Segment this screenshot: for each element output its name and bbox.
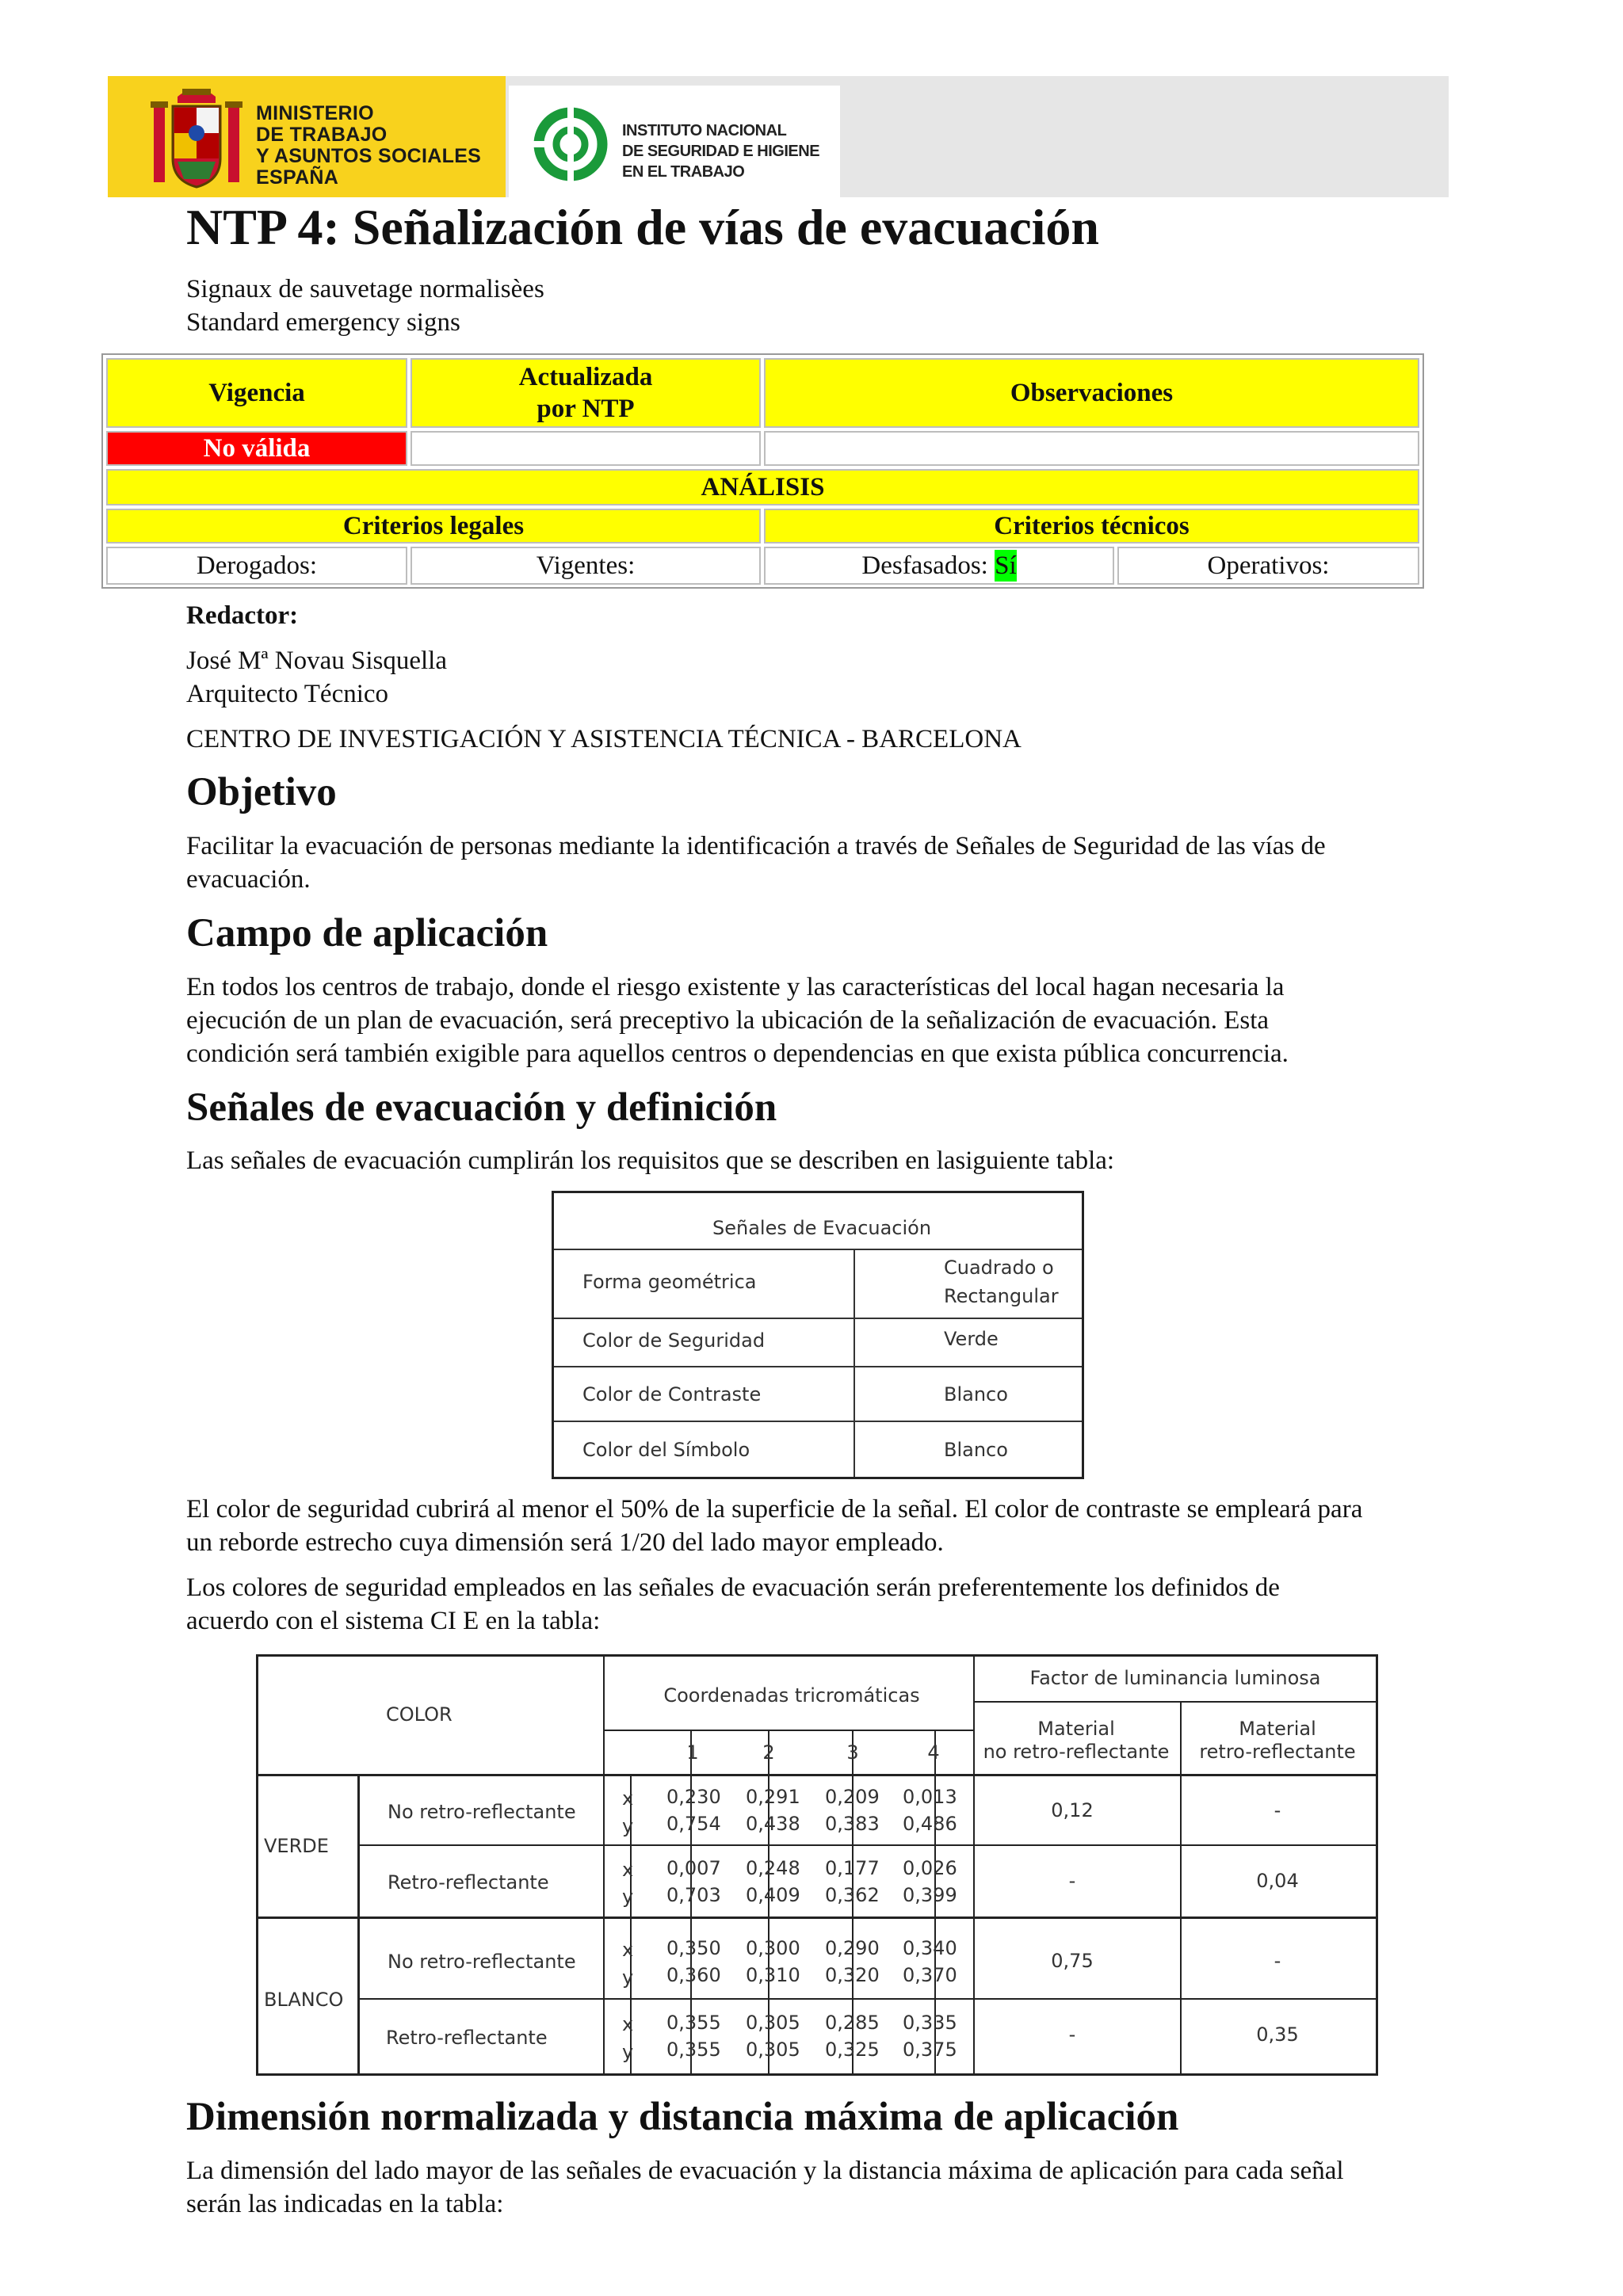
table-cell: 0,355 [666, 2012, 721, 2034]
coords-header: Coordenadas tricromáticas [663, 1684, 920, 1707]
table-cell: 0,409 [746, 1884, 800, 1906]
y-label: y [622, 1886, 634, 1908]
table-cell: 0,248 [746, 1857, 800, 1879]
luminance-header: Factor de luminancia luminosa [1029, 1667, 1321, 1689]
dimension-text: La dimensión del lado mayor de las señales de evacuación y la distancia máxima de aplicación para cada señal [186, 2157, 1344, 2185]
table-divider [554, 1249, 1082, 1250]
senales-text: El color de seguridad cubrirá al menor el 50% de la superficie de la señal. El color de contraste se empleará para [186, 1495, 1363, 1524]
table-cell: 0,486 [903, 1813, 957, 1835]
table-divider [1180, 1701, 1182, 2076]
x-label: x [622, 1787, 634, 1810]
table-divider [854, 1249, 855, 1477]
table-divider [357, 1774, 360, 2076]
table-cell: 0,291 [746, 1786, 800, 1808]
table-cell: 0,12 [1051, 1799, 1094, 1821]
y-label: y [622, 1815, 634, 1837]
table-cell: 0,325 [825, 2039, 880, 2061]
table-divider [554, 1318, 1082, 1319]
ministry-line: ESPAÑA [256, 166, 339, 189]
section-heading-campo: Campo de aplicación [186, 911, 548, 955]
subtitle-english: Standard emergency signs [186, 308, 460, 337]
row-type: Retro-reflectante [386, 2027, 548, 2049]
redactor-name: José Mª Novau Sisquella [186, 646, 448, 675]
x-label: x [622, 2013, 634, 2035]
table-cell: 0,375 [903, 2039, 957, 2061]
cie-colors-table [256, 1654, 1378, 2076]
material-retro-header: retro-reflectante [1199, 1741, 1356, 1763]
table-cell: Cuadrado o [944, 1257, 1054, 1279]
coat-of-arms-icon [146, 82, 247, 192]
ministry-line: Y ASUNTOS SOCIALES [256, 145, 482, 167]
table-cell: 0,320 [825, 1964, 880, 1986]
table-cell: 0,209 [825, 1786, 880, 1808]
table-cell: 0,285 [825, 2012, 880, 2034]
table-cell: 0,300 [746, 1937, 800, 1959]
subtitle-french: Signaux de sauvetage normalisèes [186, 275, 544, 303]
table-cell: 0,399 [903, 1884, 957, 1906]
table-divider [554, 1421, 1082, 1422]
table-cell: 0,305 [746, 2039, 800, 2061]
table-cell: Blanco [944, 1439, 1008, 1461]
table-divider [256, 1774, 1378, 1776]
table-divider [973, 1701, 1378, 1703]
table-cell: Rectangular [944, 1285, 1059, 1307]
table-divider [554, 1366, 1082, 1367]
table-cell: 0,75 [1051, 1950, 1094, 1972]
senales-intro: Las señales de evacuación cumplirán los requisitos que se describen en lasiguiente tabla: [186, 1146, 1115, 1175]
col-number: 1 [686, 1741, 699, 1764]
table-cell: - [1274, 1799, 1281, 1821]
row-type: Retro-reflectante [388, 1871, 549, 1894]
table-cell: - [1068, 2023, 1076, 2046]
col-number: 3 [846, 1741, 859, 1764]
vigencia-header: Vigencia [106, 358, 407, 428]
desfasados-label: Desfasados: [861, 551, 988, 580]
senales-text: Los colores de seguridad empleados en las señales de evacuación serán preferentemente los definidos de [186, 1573, 1280, 1602]
table-cell: - [1068, 1870, 1076, 1892]
table-cell: - [1274, 1950, 1281, 1972]
table-divider [357, 1998, 1378, 2000]
desfasados-cell [764, 547, 1114, 585]
table-cell: 0,177 [825, 1857, 880, 1879]
actualizada-header [411, 358, 761, 428]
section-heading-dimension: Dimensión normalizada y distancia máxima de aplicación [186, 2095, 1179, 2139]
table-cell: 0,754 [666, 1813, 721, 1835]
senales-text: acuerdo con el sistema CI E en la tabla: [186, 1607, 601, 1635]
section-heading-senales: Señales de evacuación y definición [186, 1085, 777, 1130]
table-divider [603, 1654, 605, 2076]
institute-name [622, 120, 819, 182]
table-cell: 0,026 [903, 1857, 957, 1879]
table-cell: 0,340 [903, 1937, 957, 1959]
table-divider [603, 1730, 973, 1731]
table-cell: 0,355 [666, 2039, 721, 2061]
group-label-blanco: BLANCO [264, 1989, 344, 2011]
table-cell: 0,360 [666, 1964, 721, 1986]
analisis-header: ANÁLISIS [106, 469, 1419, 505]
ministry-logo [108, 76, 506, 197]
institute-line: DE SEGURIDAD E HIGIENE [622, 143, 820, 160]
institute-emblem-icon [533, 106, 609, 182]
table-cell: Color de Contraste [582, 1383, 762, 1405]
ministry-line: MINISTERIO [256, 102, 374, 124]
observaciones-value [764, 431, 1419, 466]
material-no-header: no retro-reflectante [983, 1741, 1170, 1763]
page-title: NTP 4: Señalización de vías de evacuación [186, 199, 1099, 255]
table-cell: 0,04 [1256, 1870, 1299, 1892]
header-banner [108, 76, 1449, 197]
x-label: x [622, 1939, 634, 1961]
redactor-label: Redactor: [186, 601, 299, 630]
institute-line: EN EL TRABAJO [622, 163, 745, 181]
objetivo-text: Facilitar la evacuación de personas mediante la identificación a través de Señales de Seguridad de las vías de [186, 832, 1326, 860]
table-cell: Color del Símbolo [582, 1439, 750, 1461]
group-label-verde: VERDE [264, 1835, 329, 1857]
table-cell: 0,703 [666, 1884, 721, 1906]
table-cell: Forma geométrica [582, 1271, 757, 1293]
criterios-legales-header: Criterios legales [106, 509, 761, 543]
table-cell: 0,013 [903, 1786, 957, 1808]
table-cell: 0,35 [1256, 2023, 1299, 2046]
table-cell: 0,350 [666, 1937, 721, 1959]
operativos-cell: Operativos: [1117, 547, 1419, 585]
col-number: 2 [762, 1741, 775, 1764]
y-label: y [622, 2041, 634, 2063]
table-cell: 0,305 [746, 2012, 800, 2034]
material-no-header: Material [1037, 1718, 1115, 1740]
actualizada-label: por NTP [537, 395, 635, 423]
campo-text: ejecución de un plan de evacuación, será preceptivo la ubicación de la señalización de evacuación. Esta [186, 1006, 1270, 1035]
col-number: 4 [927, 1741, 940, 1764]
signs-table-title: Señales de Evacuación [712, 1217, 932, 1239]
desfasados-value: Sí [995, 551, 1017, 580]
institute-line: INSTITUTO NACIONAL [622, 122, 787, 139]
table-divider [357, 1844, 1378, 1846]
objetivo-text: evacuación. [186, 865, 311, 894]
table-divider [256, 1654, 258, 2076]
vigentes-cell: Vigentes: [411, 547, 761, 585]
table-divider [1376, 1654, 1378, 2076]
criterios-tecnicos-header: Criterios técnicos [764, 509, 1419, 543]
table-cell: 0,362 [825, 1884, 880, 1906]
table-cell: Blanco [944, 1383, 1008, 1405]
derogados-cell: Derogados: [106, 547, 407, 585]
institute-logo [509, 86, 840, 197]
campo-text: condición será también exigible para aquellos centros o dependencias en que exista pública concurrencia. [186, 1039, 1289, 1068]
table-cell: 0,230 [666, 1786, 721, 1808]
color-header: COLOR [386, 1703, 453, 1726]
table-cell: 0,383 [825, 1813, 880, 1835]
ministry-name [256, 103, 481, 189]
material-retro-header: Material [1239, 1718, 1316, 1740]
table-cell: Color de Seguridad [582, 1329, 766, 1352]
table-cell: 0,370 [903, 1964, 957, 1986]
table-divider [256, 1917, 1378, 1919]
table-cell: 0,310 [746, 1964, 800, 1986]
table-cell: 0,438 [746, 1813, 800, 1835]
dimension-text: serán las indicadas en la tabla: [186, 2190, 504, 2218]
actualizada-label: Actualizada [518, 363, 653, 391]
table-divider [256, 2073, 1378, 2076]
redactor-center: CENTRO DE INVESTIGACIÓN Y ASISTENCIA TÉCNICA - BARCELONA [186, 725, 1022, 753]
table-cell: Verde [944, 1328, 999, 1350]
campo-text: En todos los centros de trabajo, donde el riesgo existente y las características del local hagan necesaria la [186, 973, 1285, 1001]
status-table [101, 353, 1424, 589]
table-divider [256, 1654, 1378, 1657]
vigencia-value: No válida [106, 431, 407, 466]
senales-text: un reborde estrecho cuya dimensión será 1/20 del lado mayor empleado. [186, 1528, 944, 1557]
row-type: No retro-reflectante [388, 1951, 576, 1973]
y-label: y [622, 1966, 634, 1989]
x-label: x [622, 1859, 634, 1881]
table-cell: 0,335 [903, 2012, 957, 2034]
redactor-role: Arquitecto Técnico [186, 680, 389, 708]
signs-requirements-table [552, 1191, 1084, 1479]
ministry-line: DE TRABAJO [256, 124, 388, 146]
actualizada-value [411, 431, 761, 466]
table-cell: 0,290 [825, 1937, 880, 1959]
observaciones-header: Observaciones [764, 358, 1419, 428]
section-heading-objetivo: Objetivo [186, 770, 337, 814]
table-divider [973, 1654, 975, 2076]
row-type: No retro-reflectante [388, 1801, 576, 1823]
table-cell: 0,007 [666, 1857, 721, 1879]
